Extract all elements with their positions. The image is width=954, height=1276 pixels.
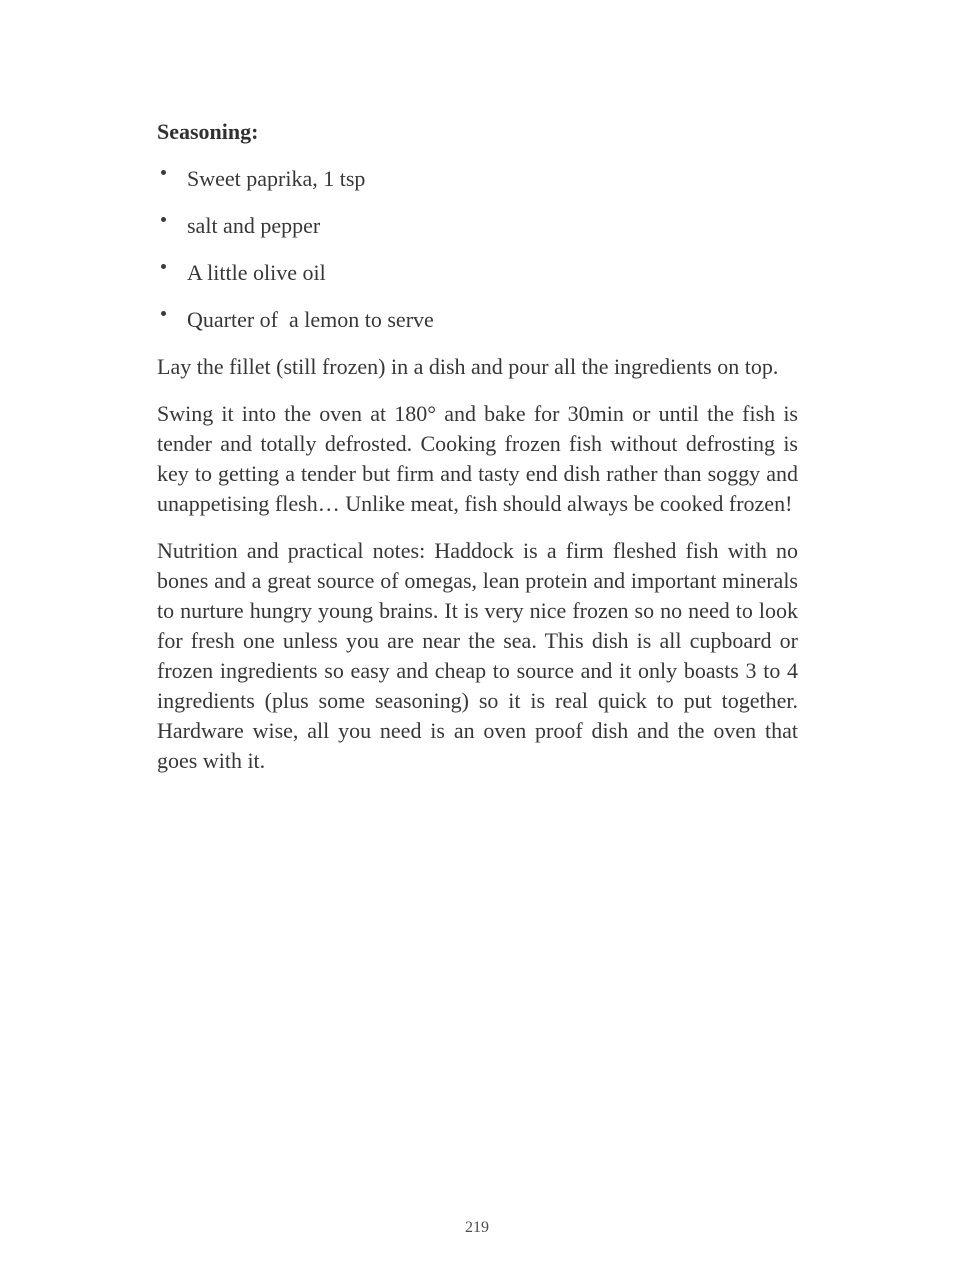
- list-item: [157, 305, 798, 335]
- ingredient-list: [157, 164, 798, 335]
- bullet-icon: [161, 264, 166, 269]
- list-item-text: A little olive oil: [187, 260, 326, 285]
- list-item-text: Quarter of a lemon to serve: [187, 307, 434, 332]
- section-heading: Seasoning:: [157, 119, 259, 144]
- bullet-icon: [161, 170, 166, 175]
- paragraph-lay-fillet: Lay the fillet (still frozen) in a dish and pour all the ingredients on top.: [157, 354, 779, 379]
- page-number: 219: [465, 1219, 489, 1236]
- paragraph-nutrition-notes: Nutrition and practical notes: Haddock is a firm fleshed fish with no bones and a great source of omegas, lean protein and important minerals to nurture hungry young brains. It is very nice frozen so no need to look for fresh one unless you are near the sea. This dish is all cupboard or frozen ingredients so easy and cheap to source and it only boasts 3 to 4 ingredients (plus some seasoning) so it is real quick to put together. Hardware wise, all you need is an oven proof dish and the oven that goes with it.: [157, 538, 798, 773]
- bullet-icon: [161, 311, 166, 316]
- bullet-icon: [161, 217, 166, 222]
- list-item: [157, 164, 798, 194]
- list-item-text: salt and pepper: [187, 213, 321, 238]
- list-item: [157, 211, 798, 241]
- list-item: [157, 258, 798, 288]
- paragraph-cooking-instructions: Swing it into the oven at 180° and bake for 30min or until the fish is tender and totally defrosted. Cooking frozen fish without defrosting is key to getting a tender but firm and tasty end dish rather than soggy and unappetising flesh… Unlike meat, fish should always be cooked frozen!: [157, 401, 798, 516]
- list-item-text: Sweet paprika, 1 tsp: [187, 166, 366, 191]
- page-content: [157, 117, 798, 793]
